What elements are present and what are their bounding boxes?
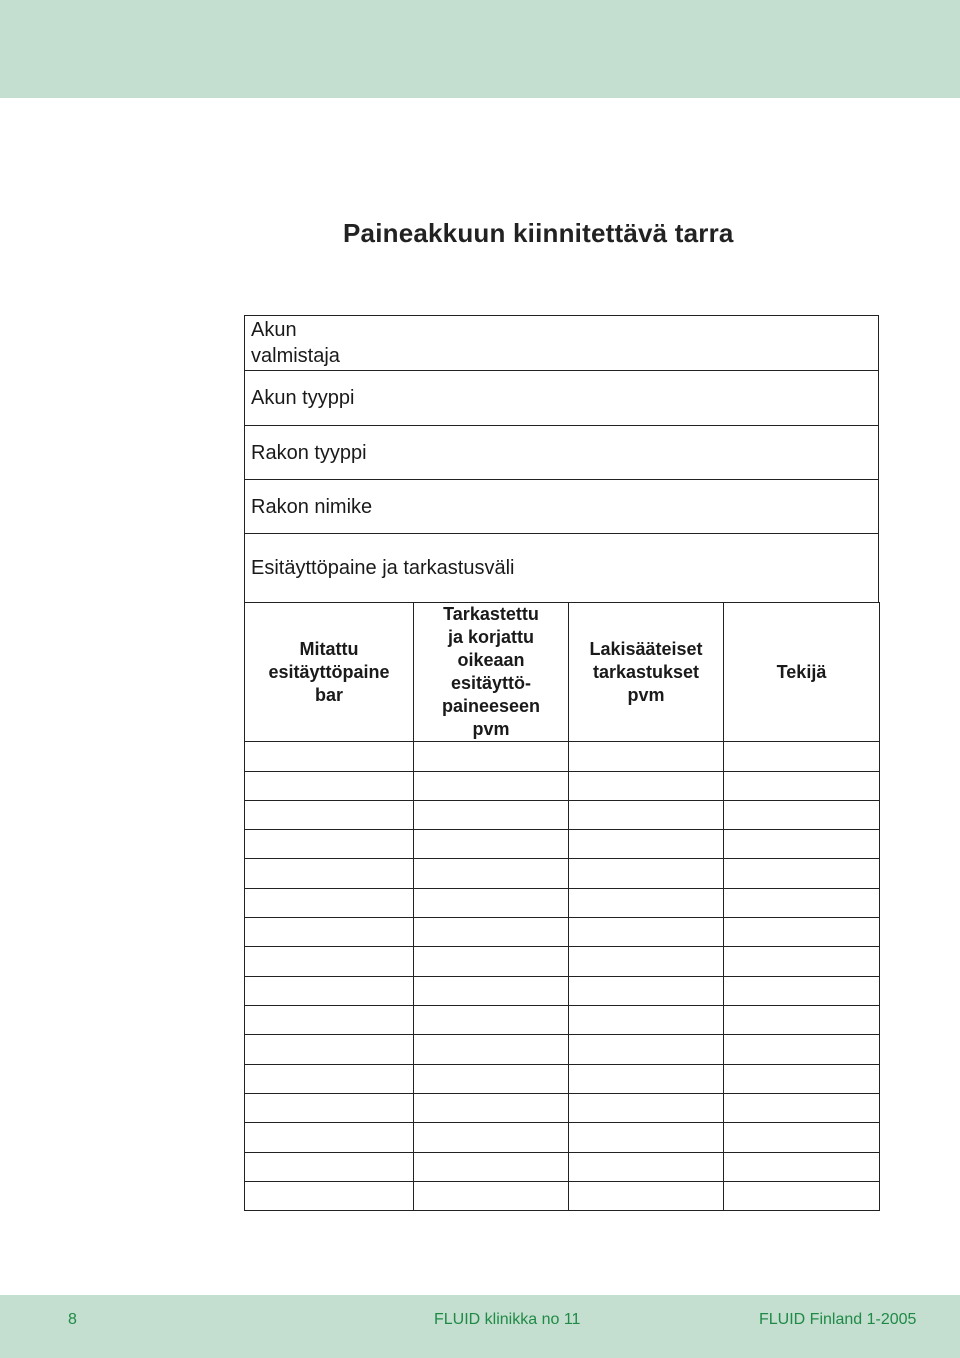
table-row xyxy=(245,1065,880,1094)
entry-cell[interactable] xyxy=(569,1123,724,1153)
entry-cell[interactable] xyxy=(245,1094,414,1123)
column-header-corrected-date: Tarkastettu ja korjattu oikeaan esitäyttö- paineeseen pvm xyxy=(414,603,569,742)
inspection-header-row xyxy=(245,603,880,742)
footer-page-number: 8 xyxy=(68,1311,77,1328)
entry-cell[interactable] xyxy=(569,859,724,889)
entry-cell[interactable] xyxy=(569,1035,724,1065)
table-row xyxy=(245,1006,880,1035)
info-cell[interactable] xyxy=(245,426,879,480)
info-cell[interactable] xyxy=(245,316,879,371)
table-row xyxy=(245,977,880,1006)
info-row-battery-type xyxy=(245,371,879,426)
label-info-table xyxy=(244,315,879,603)
table-row xyxy=(245,772,880,801)
entry-cell[interactable] xyxy=(245,1123,414,1153)
entry-cell[interactable] xyxy=(414,1065,569,1094)
entry-cell[interactable] xyxy=(245,859,414,889)
entry-cell[interactable] xyxy=(724,1006,880,1035)
info-label-bladder-name: Rakon nimike xyxy=(251,495,373,518)
table-row xyxy=(245,859,880,889)
table-row xyxy=(245,1153,880,1182)
entry-cell[interactable] xyxy=(414,772,569,801)
entry-cell[interactable] xyxy=(245,801,414,830)
entry-cell[interactable] xyxy=(569,1153,724,1182)
inspection-log-table xyxy=(244,602,880,1211)
info-row-precharge xyxy=(245,534,879,603)
info-row-bladder-name xyxy=(245,480,879,534)
entry-cell[interactable] xyxy=(245,1153,414,1182)
entry-cell[interactable] xyxy=(569,977,724,1006)
table-row xyxy=(245,918,880,947)
info-label-bladder-type: Rakon tyyppi xyxy=(251,441,367,464)
entry-cell[interactable] xyxy=(724,1094,880,1123)
entry-cell[interactable] xyxy=(414,830,569,859)
entry-cell[interactable] xyxy=(245,918,414,947)
inspection-log-body xyxy=(245,742,880,1211)
column-header-measured-pressure: Mitattu esitäyttöpaine bar xyxy=(245,603,414,742)
entry-cell[interactable] xyxy=(245,889,414,918)
info-cell[interactable] xyxy=(245,534,879,603)
entry-cell[interactable] xyxy=(724,1065,880,1094)
info-row-bladder-type xyxy=(245,426,879,480)
entry-cell[interactable] xyxy=(414,1123,569,1153)
entry-cell[interactable] xyxy=(245,1182,414,1211)
table-row xyxy=(245,742,880,772)
entry-cell[interactable] xyxy=(569,772,724,801)
column-header-statutory-date: Lakisääteiset tarkastukset pvm xyxy=(569,603,724,742)
footer-publication: FLUID klinikka no 11 xyxy=(434,1311,581,1328)
entry-cell[interactable] xyxy=(724,947,880,977)
entry-cell[interactable] xyxy=(724,889,880,918)
entry-cell[interactable] xyxy=(724,772,880,801)
entry-cell[interactable] xyxy=(414,1182,569,1211)
entry-cell[interactable] xyxy=(245,830,414,859)
entry-cell[interactable] xyxy=(414,1153,569,1182)
entry-cell[interactable] xyxy=(569,947,724,977)
entry-cell[interactable] xyxy=(245,977,414,1006)
entry-cell[interactable] xyxy=(245,772,414,801)
entry-cell[interactable] xyxy=(245,1065,414,1094)
entry-cell[interactable] xyxy=(414,918,569,947)
entry-cell[interactable] xyxy=(414,977,569,1006)
entry-cell[interactable] xyxy=(724,1182,880,1211)
entry-cell[interactable] xyxy=(569,1182,724,1211)
table-row xyxy=(245,801,880,830)
table-row xyxy=(245,830,880,859)
entry-cell[interactable] xyxy=(569,830,724,859)
entry-cell[interactable] xyxy=(569,1065,724,1094)
entry-cell[interactable] xyxy=(724,1035,880,1065)
entry-cell[interactable] xyxy=(724,801,880,830)
entry-cell[interactable] xyxy=(569,1094,724,1123)
info-label-battery-type: Akun tyyppi xyxy=(251,387,355,409)
entry-cell[interactable] xyxy=(569,889,724,918)
table-row xyxy=(245,1035,880,1065)
entry-cell[interactable] xyxy=(724,918,880,947)
table-row xyxy=(245,1182,880,1211)
page-title: Paineakkuun kiinnitettävä tarra xyxy=(343,218,734,248)
entry-cell[interactable] xyxy=(724,742,880,772)
entry-cell[interactable] xyxy=(414,1035,569,1065)
info-cell[interactable] xyxy=(245,371,879,426)
table-row xyxy=(245,1123,880,1153)
entry-cell[interactable] xyxy=(414,742,569,772)
entry-cell[interactable] xyxy=(724,859,880,889)
table-row xyxy=(245,947,880,977)
table-row xyxy=(245,889,880,918)
footer-issue: FLUID Finland 1-2005 xyxy=(759,1311,917,1328)
entry-cell[interactable] xyxy=(245,742,414,772)
table-row xyxy=(245,1094,880,1123)
entry-cell[interactable] xyxy=(724,1153,880,1182)
info-label-precharge: Esitäyttöpaine ja tarkastusväli xyxy=(251,557,515,579)
entry-cell[interactable] xyxy=(569,742,724,772)
info-cell[interactable] xyxy=(245,480,879,534)
entry-cell[interactable] xyxy=(724,977,880,1006)
entry-cell[interactable] xyxy=(724,830,880,859)
entry-cell[interactable] xyxy=(414,1006,569,1035)
entry-cell[interactable] xyxy=(414,889,569,918)
info-row-manufacturer xyxy=(245,316,879,371)
column-header-performer: Tekijä xyxy=(724,603,880,742)
entry-cell[interactable] xyxy=(414,801,569,830)
entry-cell[interactable] xyxy=(245,1035,414,1065)
entry-cell[interactable] xyxy=(569,1006,724,1035)
entry-cell[interactable] xyxy=(245,947,414,977)
entry-cell[interactable] xyxy=(245,1006,414,1035)
info-label-manufacturer: Akun valmistaja xyxy=(251,319,340,367)
entry-cell[interactable] xyxy=(414,859,569,889)
entry-cell[interactable] xyxy=(569,918,724,947)
header-band xyxy=(0,0,960,98)
entry-cell[interactable] xyxy=(414,947,569,977)
entry-cell[interactable] xyxy=(414,1094,569,1123)
entry-cell[interactable] xyxy=(724,1123,880,1153)
entry-cell[interactable] xyxy=(569,801,724,830)
